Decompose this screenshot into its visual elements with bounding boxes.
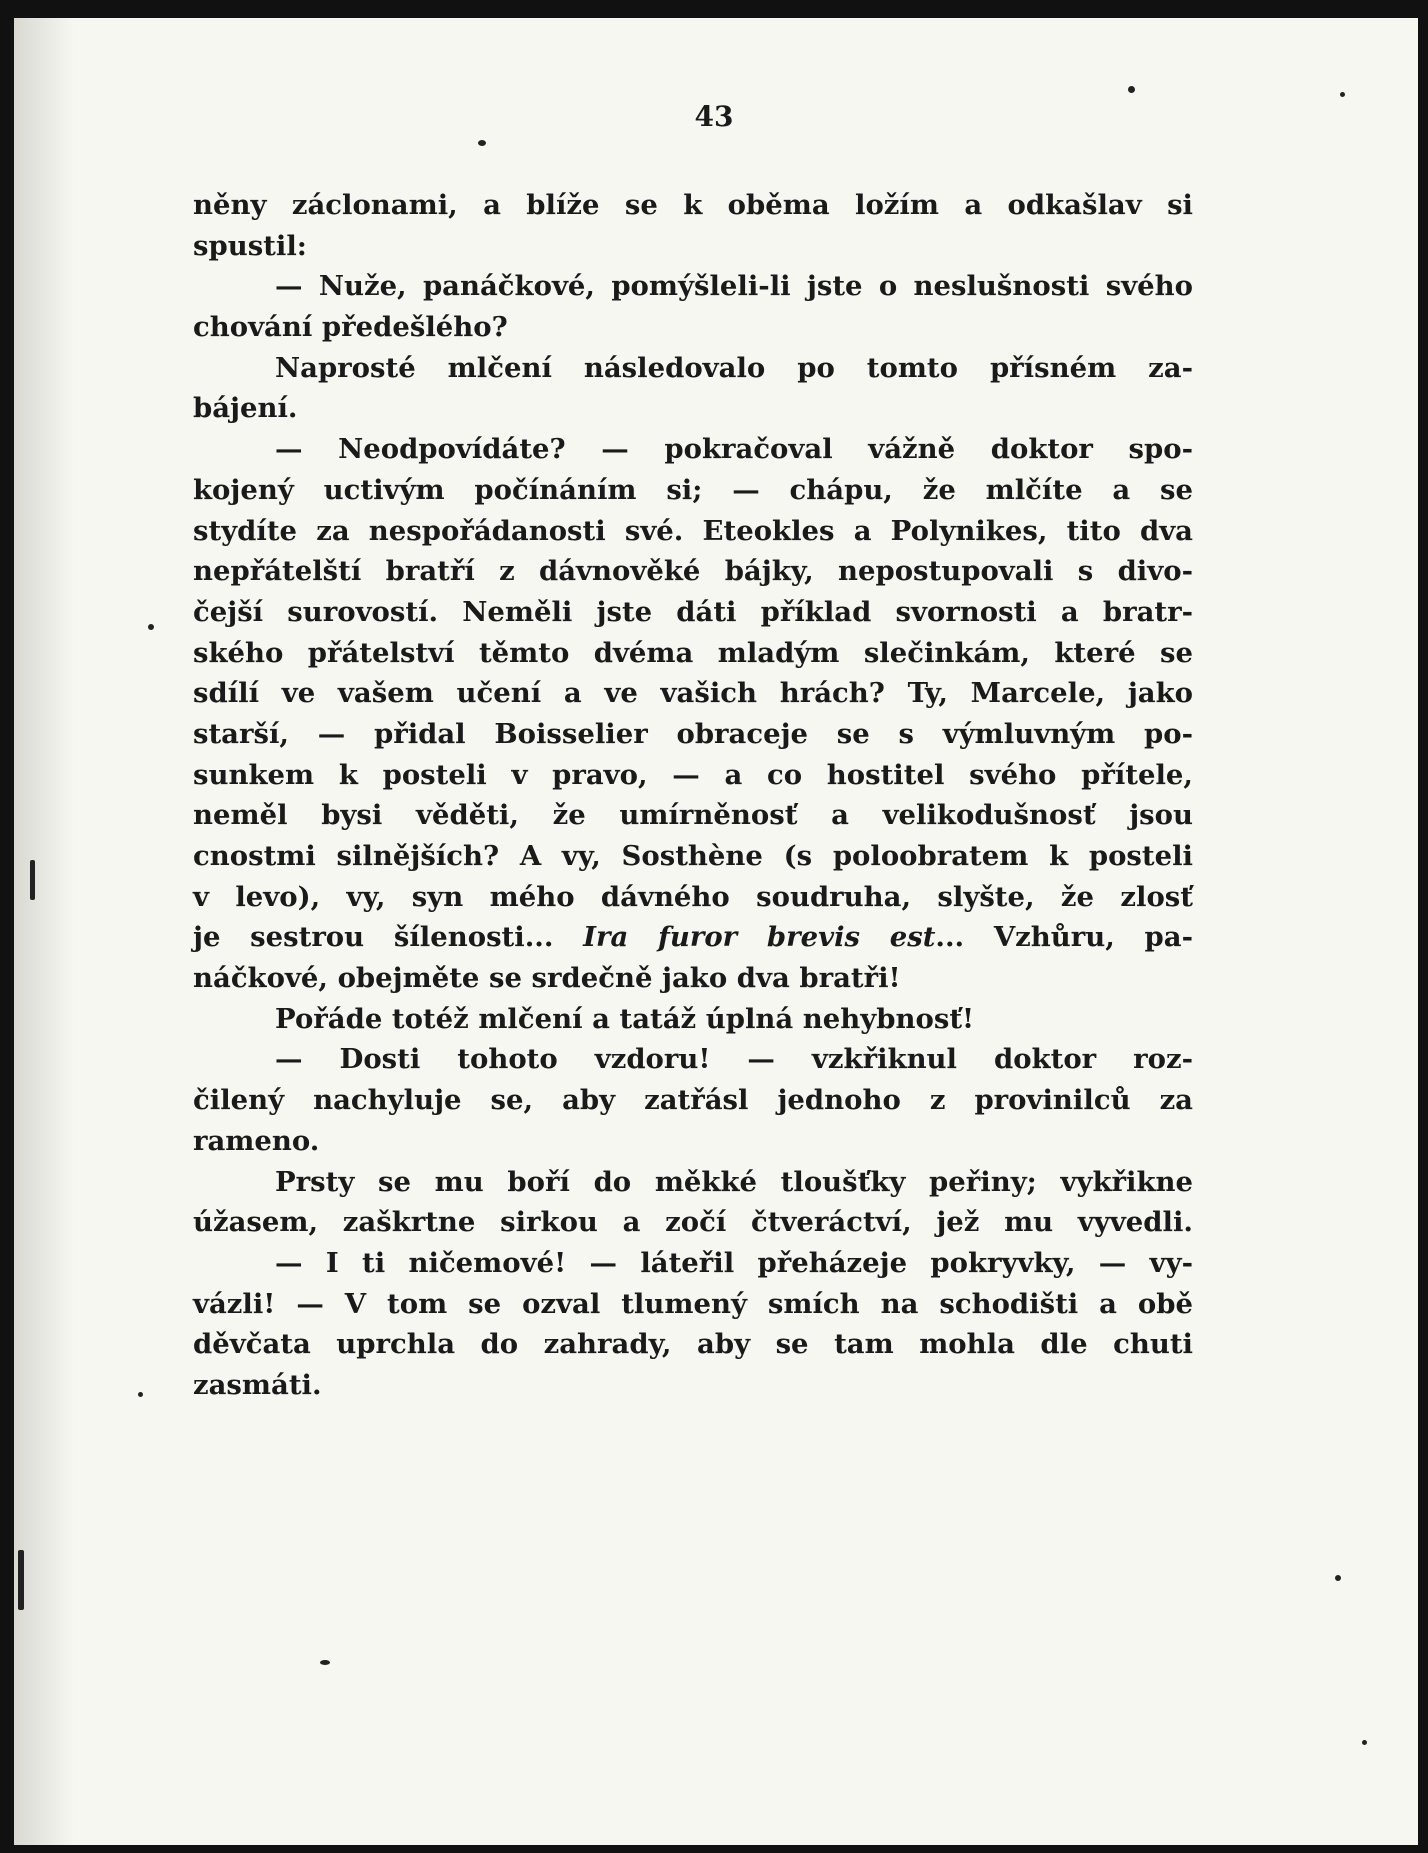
latin-quote: Ira furor brevis est: [583, 921, 936, 954]
text-fragment: ... Vzhůru, pa-: [935, 921, 1194, 954]
text-line: čejší surovostí. Neměli jste dáti příklad svornosti a bratr-: [193, 595, 1193, 628]
speck: [18, 1550, 24, 1610]
speck: [1335, 1575, 1341, 1581]
text-line: — Neodpovídáte? — pokračoval vážně doktor spo-: [275, 433, 1193, 466]
speck: [30, 860, 35, 900]
text-line: v levo), vy, syn mého dávného soudruha, slyšte, že zlosť: [193, 880, 1193, 913]
text-line: ského přátelství těmto dvéma mladým slečinkám, které se: [193, 636, 1193, 669]
text-line: cnostmi silnějších? A vy, Sosthène (s poloobratem k posteli: [193, 840, 1193, 872]
text-line-latin-quote: [193, 917, 1193, 958]
text-line: něny záclonami, a blíže se k oběma ložím a odkašlav si: [193, 189, 1193, 221]
text-line: děvčata uprchla do zahrady, aby se tam mohla dle chuti: [193, 1328, 1193, 1361]
text-line: stydíte za nespořádanosti své. Eteokles a Polynikes, tito dva: [193, 514, 1193, 547]
speck: [148, 624, 154, 630]
text-line: čilený nachyluje se, aby zatřásl jednoho z provinilců za: [193, 1084, 1193, 1117]
text-line: kojený uctivým počínáním si; — chápu, že mlčíte a se: [193, 473, 1193, 506]
scan-border-right: [1418, 0, 1428, 1853]
text-line: zasmáti.: [193, 1368, 322, 1401]
speck: [138, 1392, 143, 1397]
text-line: neměl bysi věděti, že umírněnosť a velikodušnosť jsou: [193, 799, 1193, 832]
speck: [1362, 1740, 1367, 1745]
text-line: chování předešlého?: [193, 311, 508, 344]
text-line: bájení.: [193, 392, 298, 425]
text-line: rameno.: [193, 1124, 320, 1157]
text-line: spustil:: [193, 229, 307, 262]
text-line: náčkové, obejměte se srdečně jako dva bratři!: [193, 962, 901, 995]
text-line: starší, — přidal Boisselier obraceje se s výmluvným po-: [193, 717, 1193, 750]
speck: [1128, 86, 1135, 93]
text-line: úžasem, zaškrtne sirkou a zočí čtveráctví, jež mu vyvedli.: [193, 1206, 1193, 1239]
speck: [320, 1660, 330, 1665]
scan-border-top: [0, 0, 1428, 18]
text-line: sunkem k posteli v pravo, — a co hostitel svého přítele,: [193, 758, 1193, 791]
text-line: nepřátelští bratří z dávnověké bájky, nepostupovali s divo-: [193, 555, 1193, 588]
text-line: Naprosté mlčení následovalo po tomto přísném za-: [275, 351, 1193, 384]
text-line: Prsty se mu boří do měkké tloušťky peřiny; vykřikne: [275, 1165, 1193, 1198]
body-text: [193, 185, 1193, 1406]
text-line: Pořáde totéž mlčení a tatáž úplná nehybnosť!: [275, 1002, 975, 1035]
speck: [478, 140, 486, 146]
scan-border-bottom: [0, 1845, 1428, 1853]
text-fragment: je sestrou šílenosti...: [193, 921, 584, 954]
text-line: — I ti ničemové! — láteřil přeházeje pokryvky, — vy-: [275, 1246, 1193, 1279]
scan-border-left: [0, 0, 14, 1853]
text-line: vázli! — V tom se ozval tlumený smích na schodišti a obě: [193, 1287, 1193, 1320]
text-line: sdílí ve vašem učení a ve vašich hrách? Ty, Marcele, jako: [193, 677, 1193, 710]
speck: [1340, 92, 1345, 97]
page-number: 43: [694, 100, 734, 133]
text-line: — Dosti tohoto vzdoru! — vzkřiknul doktor roz-: [275, 1043, 1193, 1076]
text-line: — Nuže, panáčkové, pomýšleli-li jste o neslušnosti svého: [275, 270, 1193, 303]
